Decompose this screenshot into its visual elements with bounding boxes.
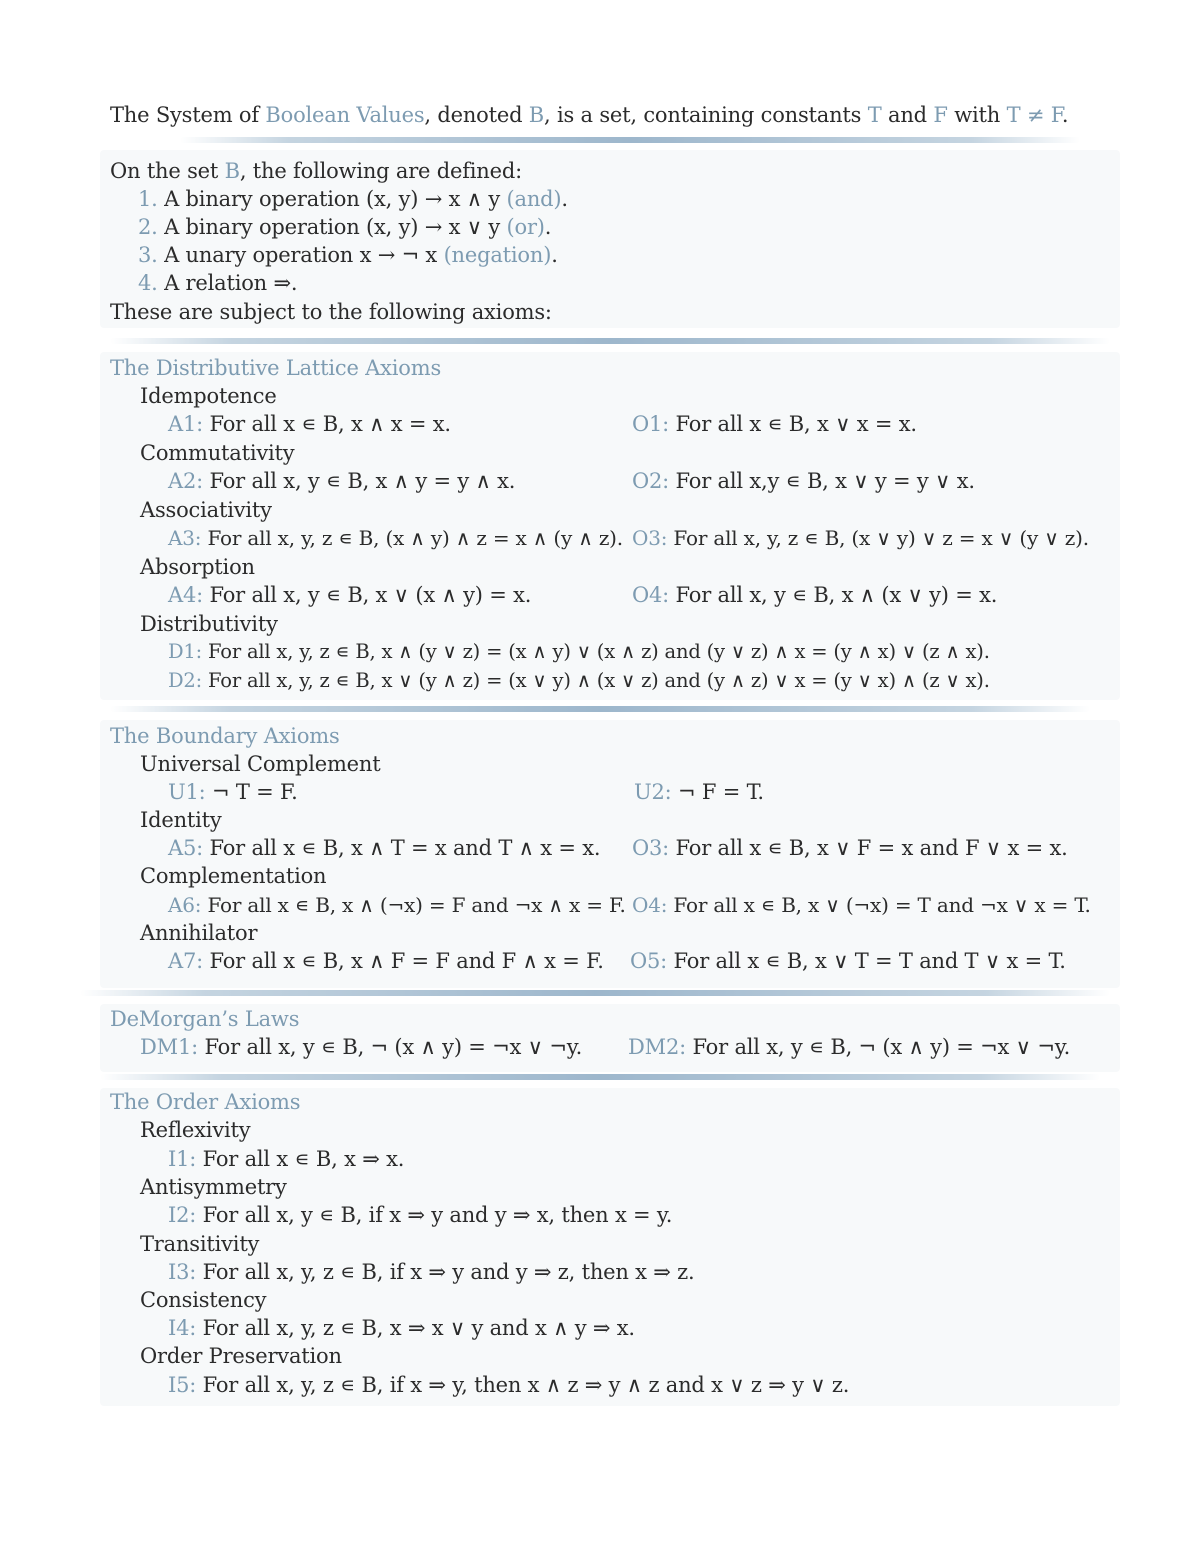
axiom-label: O2: bbox=[632, 469, 670, 493]
item-text: A unary operation x → ¬ x bbox=[157, 243, 444, 267]
axiom-label: O5: bbox=[630, 949, 668, 973]
intro-text: and bbox=[881, 103, 934, 127]
symbol-t-neq-f: T ≠ F bbox=[1006, 103, 1062, 127]
axiom-left bbox=[168, 467, 515, 495]
section-divider bbox=[80, 990, 1110, 996]
definition-item bbox=[138, 213, 551, 241]
axiom-text: For all x, y, z ∊ B, x ∧ (y ∨ z) = (x ∧ y) ∨ (x ∧ z) and (y ∨ z) ∧ x = (y ∧ x) ∨ (z ∧ x). bbox=[202, 640, 990, 663]
axiom-left bbox=[168, 834, 600, 862]
order-axiom bbox=[168, 1314, 635, 1342]
axiom-left bbox=[168, 410, 451, 438]
section-title-order: The Order Axioms bbox=[110, 1090, 301, 1114]
axiom-label: A6: bbox=[168, 893, 202, 917]
axiom-label: A2: bbox=[168, 469, 204, 493]
axiom-d2 bbox=[168, 667, 990, 695]
definitions-lead bbox=[110, 157, 522, 185]
definitions-closing: These are subject to the following axioms: bbox=[110, 300, 552, 324]
axiom-label: A4: bbox=[168, 583, 204, 607]
definition-item bbox=[138, 241, 558, 269]
intro-text: , denoted bbox=[424, 103, 529, 127]
item-text: A relation ⇒. bbox=[157, 271, 298, 295]
section-divider bbox=[100, 1074, 1100, 1080]
axiom-label: O4: bbox=[632, 583, 670, 607]
axiom-text: For all x ∊ B, x ∨ x = x. bbox=[669, 412, 917, 436]
axiom-right bbox=[632, 834, 1068, 862]
axiom-group-name: Distributivity bbox=[140, 612, 278, 636]
axiom-text: For all x, y ∊ B, ¬ (x ∧ y) = ¬x ∨ ¬y. bbox=[685, 1035, 1071, 1059]
axiom-text: For all x, y ∊ B, x ∧ y = y ∧ x. bbox=[203, 469, 516, 493]
axiom-group-name: Idempotence bbox=[140, 384, 277, 408]
axiom-text: For all x, y ∊ B, ¬ (x ∧ y) = ¬x ∨ ¬y. bbox=[197, 1035, 583, 1059]
axiom-label: A5: bbox=[168, 836, 204, 860]
axiom-text: For all x ∊ B, x ∨ (¬x) = T and ¬x ∨ x = T. bbox=[667, 893, 1091, 917]
axiom-text: ¬ F = T. bbox=[671, 780, 764, 804]
axiom-text: For all x, y, z ∊ B, x ⇒ x ∨ y and x ∧ y ⇒ x. bbox=[196, 1316, 635, 1340]
item-tag: (negation) bbox=[443, 243, 552, 267]
axiom-label: DM1: bbox=[140, 1035, 198, 1059]
axiom-group-name: Absorption bbox=[140, 555, 255, 579]
axiom-label: O3: bbox=[632, 526, 668, 550]
axiom-group-name: Universal Complement bbox=[140, 752, 381, 776]
intro-text: with bbox=[947, 103, 1007, 127]
axiom-group-name: Order Preservation bbox=[140, 1344, 342, 1368]
item-number: 2. bbox=[138, 215, 158, 239]
axiom-group-name: Identity bbox=[140, 808, 222, 832]
axiom-group-name: Reflexivity bbox=[140, 1118, 251, 1142]
intro-text: The System of bbox=[110, 103, 266, 127]
axiom-group-name: Commutativity bbox=[140, 441, 295, 465]
axiom-text: For all x, y ∊ B, x ∨ (x ∧ y) = x. bbox=[203, 583, 532, 607]
axiom-text: For all x,y ∊ B, x ∨ y = y ∨ x. bbox=[669, 469, 975, 493]
axiom-label: D1: bbox=[168, 640, 203, 663]
item-text: A binary operation (x, y) → x ∧ y bbox=[157, 187, 507, 211]
axiom-label: O1: bbox=[632, 412, 670, 436]
axiom-text: For all x, y, z ∊ B, (x ∧ y) ∧ z = x ∧ (y ∧ z). bbox=[201, 526, 623, 550]
axiom-right bbox=[628, 1033, 1070, 1061]
axiom-right bbox=[632, 581, 997, 609]
term-boolean-values: Boolean Values bbox=[265, 103, 425, 127]
axiom-label: I3: bbox=[168, 1260, 197, 1284]
axiom-group-name: Transitivity bbox=[140, 1232, 260, 1256]
axiom-text: ¬ T = F. bbox=[205, 780, 298, 804]
intro-text: . bbox=[1061, 103, 1069, 127]
item-text: A binary operation (x, y) → x ∨ y bbox=[157, 215, 507, 239]
item-tag: (and) bbox=[506, 187, 562, 211]
definition-item bbox=[138, 185, 568, 213]
axiom-text: For all x, y, z ∊ B, if x ⇒ y and y ⇒ z, then x ⇒ z. bbox=[196, 1260, 695, 1284]
lead-text: On the set bbox=[110, 159, 225, 183]
axiom-right bbox=[632, 410, 917, 438]
axiom-text: For all x, y ∊ B, if x ⇒ y and y ⇒ x, then x = y. bbox=[196, 1203, 673, 1227]
axiom-label: I1: bbox=[168, 1147, 197, 1171]
axiom-label: I5: bbox=[168, 1373, 197, 1397]
axiom-left bbox=[168, 581, 531, 609]
section-title-boundary: The Boundary Axioms bbox=[110, 724, 340, 748]
item-number: 4. bbox=[138, 271, 158, 295]
axiom-text: For all x ∊ B, x ∧ F = F and F ∧ x = F. bbox=[203, 949, 604, 973]
axiom-group-name: Complementation bbox=[140, 864, 327, 888]
axiom-text: For all x ∊ B, x ∨ T = T and T ∨ x = T. bbox=[667, 949, 1066, 973]
item-end: . bbox=[561, 187, 568, 211]
axiom-label: U2: bbox=[634, 780, 672, 804]
axiom-right bbox=[630, 947, 1066, 975]
lead-text: , the following are defined: bbox=[239, 159, 522, 183]
axiom-left bbox=[140, 1033, 582, 1061]
axiom-left bbox=[168, 778, 298, 806]
order-axiom bbox=[168, 1258, 695, 1286]
section-divider bbox=[110, 706, 1090, 712]
axiom-text: For all x, y, z ∊ B, (x ∨ y) ∨ z = x ∨ (y ∨ z). bbox=[667, 526, 1089, 550]
axiom-right bbox=[632, 524, 1089, 552]
order-axiom bbox=[168, 1145, 404, 1173]
item-end: . bbox=[544, 215, 552, 239]
axiom-text: For all x ∊ B, x ∨ F = x and F ∨ x = x. bbox=[669, 836, 1068, 860]
axiom-label: O4: bbox=[632, 893, 668, 917]
definition-item bbox=[138, 269, 297, 297]
axiom-label: DM2: bbox=[628, 1035, 686, 1059]
section-divider bbox=[110, 338, 1110, 344]
symbol-b: B bbox=[224, 159, 240, 183]
axiom-group-name: Associativity bbox=[140, 498, 272, 522]
axiom-left bbox=[168, 524, 623, 552]
symbol-t: T bbox=[867, 103, 882, 127]
symbol-f: F bbox=[933, 103, 948, 127]
intro-sentence bbox=[110, 101, 1068, 129]
axiom-label: A1: bbox=[168, 412, 204, 436]
axiom-text: For all x, y ∊ B, x ∧ (x ∨ y) = x. bbox=[669, 583, 998, 607]
intro-text: , is a set, containing constants bbox=[544, 103, 868, 127]
section-divider bbox=[180, 137, 1080, 143]
axiom-text: For all x ∊ B, x ∧ (¬x) = F and ¬x ∧ x = F. bbox=[201, 893, 626, 917]
axiom-right bbox=[632, 467, 975, 495]
axiom-right bbox=[632, 891, 1091, 919]
axiom-right bbox=[634, 778, 764, 806]
axiom-text: For all x ∊ B, x ∧ x = x. bbox=[203, 412, 451, 436]
axiom-left bbox=[168, 947, 604, 975]
axiom-label: I2: bbox=[168, 1203, 197, 1227]
item-number: 1. bbox=[138, 187, 158, 211]
order-axiom bbox=[168, 1201, 672, 1229]
axiom-text: For all x, y, z ∊ B, if x ⇒ y, then x ∧ z ⇒ y ∧ z and x ∨ z ⇒ y ∨ z. bbox=[196, 1373, 850, 1397]
item-number: 3. bbox=[138, 243, 158, 267]
axiom-text: For all x, y, z ∊ B, x ∨ (y ∧ z) = (x ∨ y) ∧ (x ∨ z) and (y ∧ z) ∨ x = (y ∨ x) ∧ (z ∨ x). bbox=[202, 669, 990, 692]
axiom-label: A7: bbox=[168, 949, 204, 973]
axiom-label: O3: bbox=[632, 836, 670, 860]
section-title-lattice: The Distributive Lattice Axioms bbox=[110, 356, 442, 380]
section-title-demorgan: DeMorgan’s Laws bbox=[110, 1007, 300, 1031]
axiom-label: U1: bbox=[168, 780, 206, 804]
axiom-label: I4: bbox=[168, 1316, 197, 1340]
symbol-b: B bbox=[528, 103, 545, 127]
axiom-left bbox=[168, 891, 626, 919]
axiom-group-name: Consistency bbox=[140, 1288, 267, 1312]
axiom-text: For all x ∊ B, x ⇒ x. bbox=[196, 1147, 405, 1171]
axiom-text: For all x ∊ B, x ∧ T = x and T ∧ x = x. bbox=[203, 836, 601, 860]
axiom-d1 bbox=[168, 638, 990, 666]
axiom-label: A3: bbox=[168, 526, 202, 550]
axiom-group-name: Annihilator bbox=[140, 921, 258, 945]
item-tag: (or) bbox=[506, 215, 545, 239]
axiom-group-name: Antisymmetry bbox=[140, 1175, 287, 1199]
item-end: . bbox=[551, 243, 558, 267]
axiom-label: D2: bbox=[168, 669, 203, 692]
order-axiom bbox=[168, 1371, 849, 1399]
